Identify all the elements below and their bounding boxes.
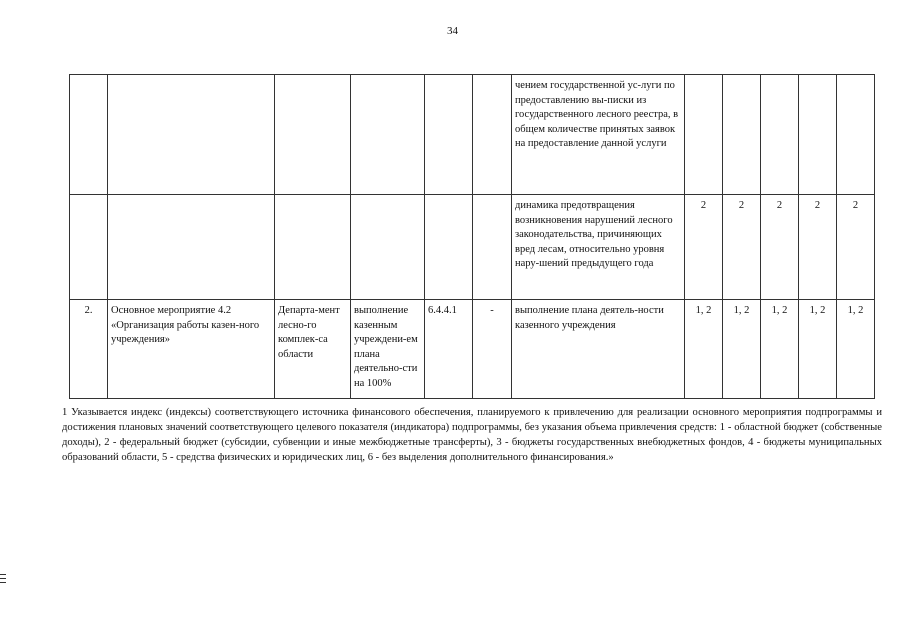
cell-number: 2. <box>70 300 108 399</box>
cell-value: 1, 2 <box>761 300 799 399</box>
page-number: 34 <box>447 25 458 37</box>
cell-value <box>761 75 799 195</box>
cell-dash <box>473 75 512 195</box>
table-row <box>70 195 875 300</box>
cell-code <box>425 75 473 195</box>
margin-mark <box>0 574 6 588</box>
cell-value: 1, 2 <box>685 300 723 399</box>
cell-code <box>425 195 473 300</box>
cell-number <box>70 75 108 195</box>
cell-executor <box>275 195 351 300</box>
cell-value: 2 <box>837 195 875 300</box>
table-row <box>70 300 875 399</box>
cell-result <box>351 195 425 300</box>
cell-indicator: чением государственной ус-луги по предоставлению вы-писки из государственного лесного реестра, в общем количестве принятых заявок на предоставление данной услуги <box>512 75 685 195</box>
cell-value: 2 <box>685 195 723 300</box>
cell-result: выполнение казенным учреждени-ем плана деятельно-сти на 100% <box>351 300 425 399</box>
cell-value <box>685 75 723 195</box>
cell-event <box>108 195 275 300</box>
cell-value <box>799 75 837 195</box>
cell-value: 2 <box>723 195 761 300</box>
cell-indicator: выполнение плана деятель-ности казенного учреждения <box>512 300 685 399</box>
cell-value: 1, 2 <box>799 300 837 399</box>
cell-event <box>108 75 275 195</box>
cell-result <box>351 75 425 195</box>
cell-code: 6.4.4.1 <box>425 300 473 399</box>
footnote: 1 Указывается индекс (индексы) соответствующего источника финансового обеспечения, планируемого к привлечению для реализации основного мероприятия подпрограммы и достижения плановых значений соответствующего целевого показателя (индикатора) подпрограммы, без указания объема привлечения средств: 1 - областной бюджет (собственные доходы), 2 - федеральный бюджет (субсидии, субвенции и иные межбюджетные трансферты), 3 - бюджеты государственных внебюджетных фондов, 4 - бюджеты муниципальных образований области, 5 - средства физических и юридических лиц, 6 - без выделения дополнительного финансирования.» <box>62 407 882 463</box>
cell-executor: Департа-мент лесно-го комплек-са области <box>275 300 351 399</box>
cell-value: 1, 2 <box>723 300 761 399</box>
cell-indicator: динамика предотвращения возникновения нарушений лесного законодательства, причиняющих вред лесам, относительно уровня нару-шений предыдущего года <box>512 195 685 300</box>
cell-value: 1, 2 <box>837 300 875 399</box>
cell-dash: - <box>473 300 512 399</box>
cell-value <box>837 75 875 195</box>
cell-executor <box>275 75 351 195</box>
cell-value: 2 <box>761 195 799 300</box>
cell-number <box>70 195 108 300</box>
cell-event: Основное мероприятие 4.2 «Организация работы казен-ного учреждения» <box>108 300 275 399</box>
table-row <box>70 75 875 195</box>
cell-value <box>723 75 761 195</box>
measures-table <box>69 74 875 399</box>
cell-value: 2 <box>799 195 837 300</box>
cell-dash <box>473 195 512 300</box>
